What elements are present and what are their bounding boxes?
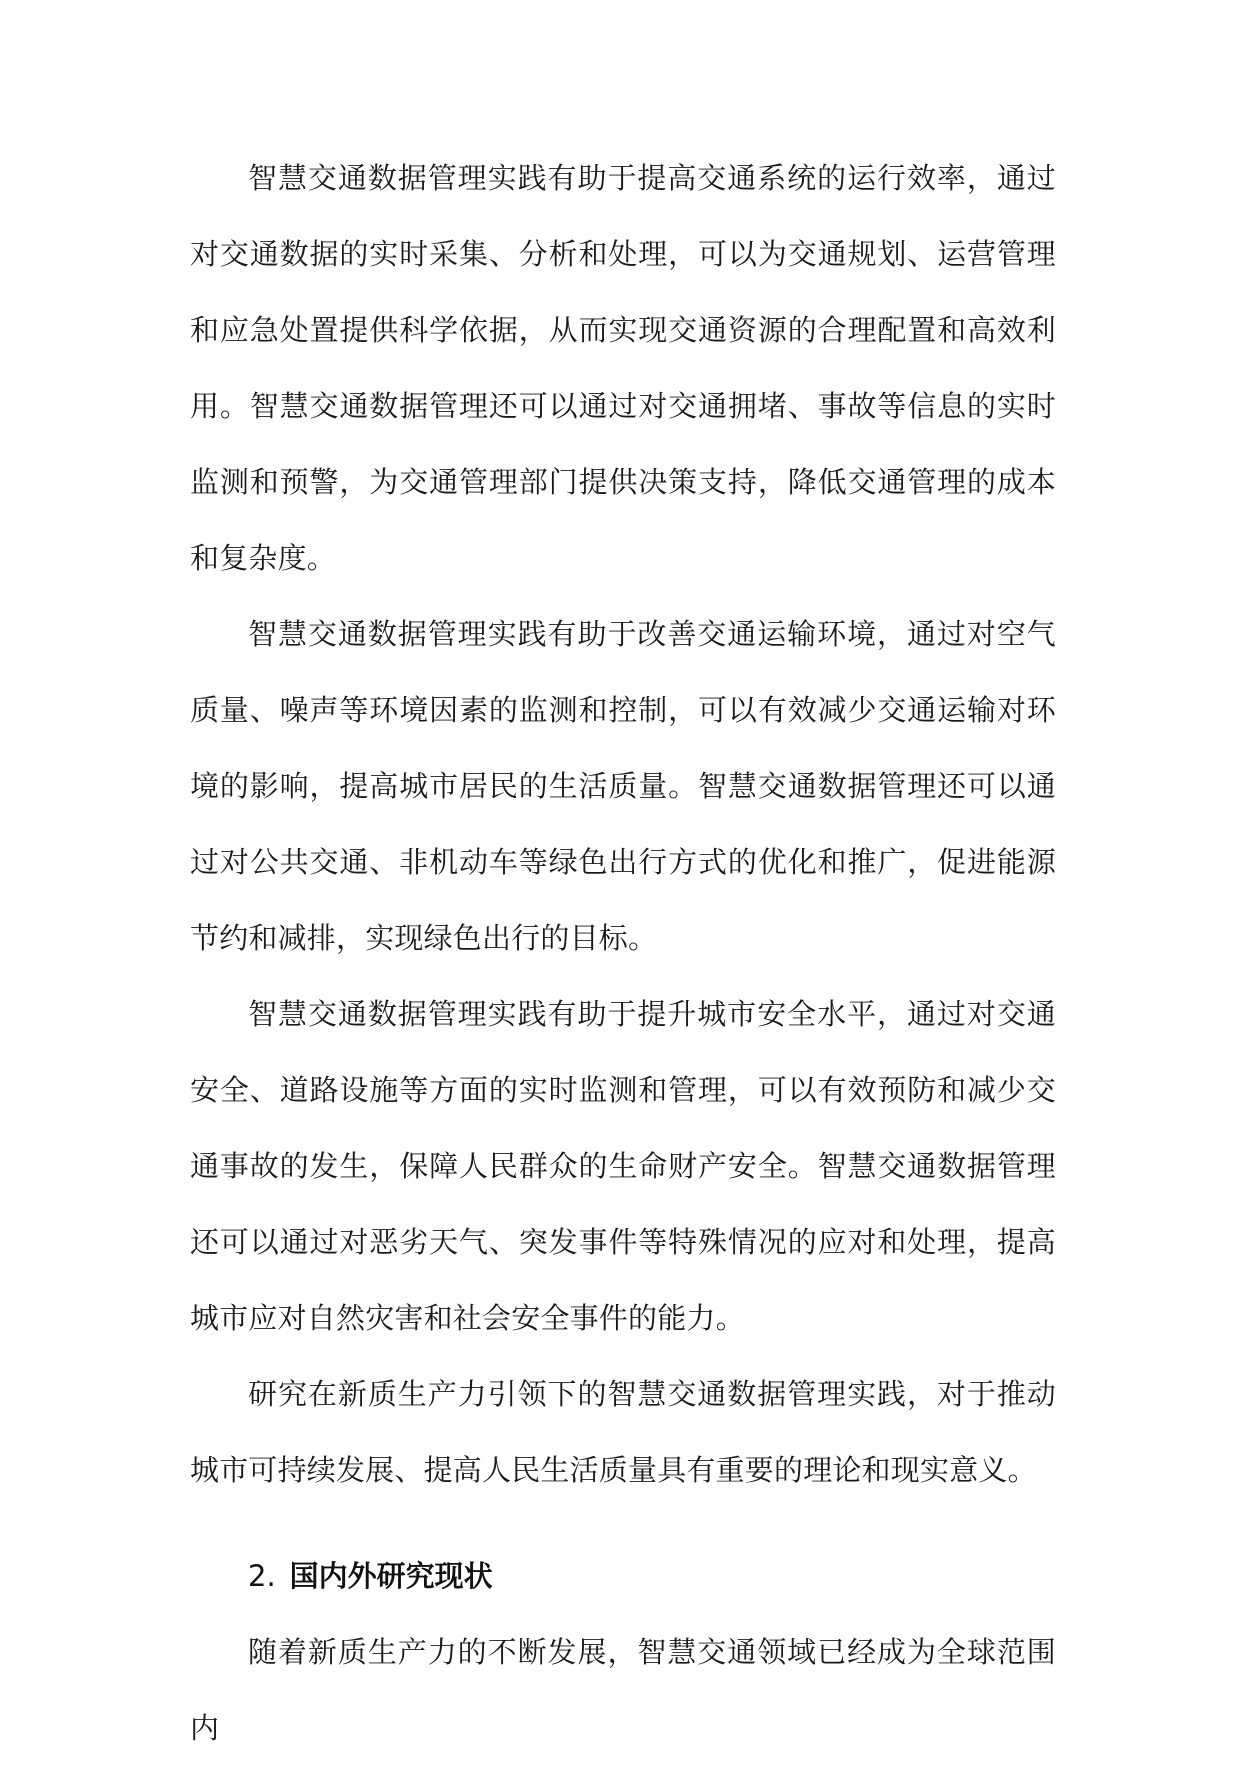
paragraph-research-status: 随着新质生产力的不断发展，智慧交通领域已经成为全球范围内	[190, 1635, 1056, 1745]
section-heading	[190, 1538, 1056, 1614]
paragraph-significance: 研究在新质生产力引领下的智慧交通数据管理实践，对于推动城市可持续发展、提高人民生活质量具有重要的理论和现实意义。	[190, 1377, 1056, 1487]
paragraph-safety: 智慧交通数据管理实践有助于提升城市安全水平，通过对交通安全、道路设施等方面的实时监测和管理，可以有效预防和减少交通事故的发生，保障人民群众的生命财产安全。智慧交通数据管理还可以通过对恶劣天气、突发事件等特殊情况的应对和处理，提高城市应对自然灾害和社会安全事件的能力。	[190, 997, 1056, 1335]
section-title: 国内外研究现状	[289, 1559, 493, 1593]
paragraph-environment: 智慧交通数据管理实践有助于改善交通运输环境，通过对空气质量、噪声等环境因素的监测和控制，可以有效减少交通运输对环境的影响，提高城市居民的生活质量。智慧交通数据管理还可以通过对公共交通、非机动车等绿色出行方式的优化和推广，促进能源节约和减排，实现绿色出行的目标。	[190, 617, 1056, 955]
document-body	[190, 140, 1056, 1766]
section-number: 2.	[248, 1559, 276, 1593]
paragraph-efficiency: 智慧交通数据管理实践有助于提高交通系统的运行效率，通过对交通数据的实时采集、分析和处理，可以为交通规划、运营管理和应急处置提供科学依据，从而实现交通资源的合理配置和高效利用。智慧交通数据管理还可以通过对交通拥堵、事故等信息的实时监测和预警，为交通管理部门提供决策支持，降低交通管理的成本和复杂度。	[190, 161, 1056, 575]
